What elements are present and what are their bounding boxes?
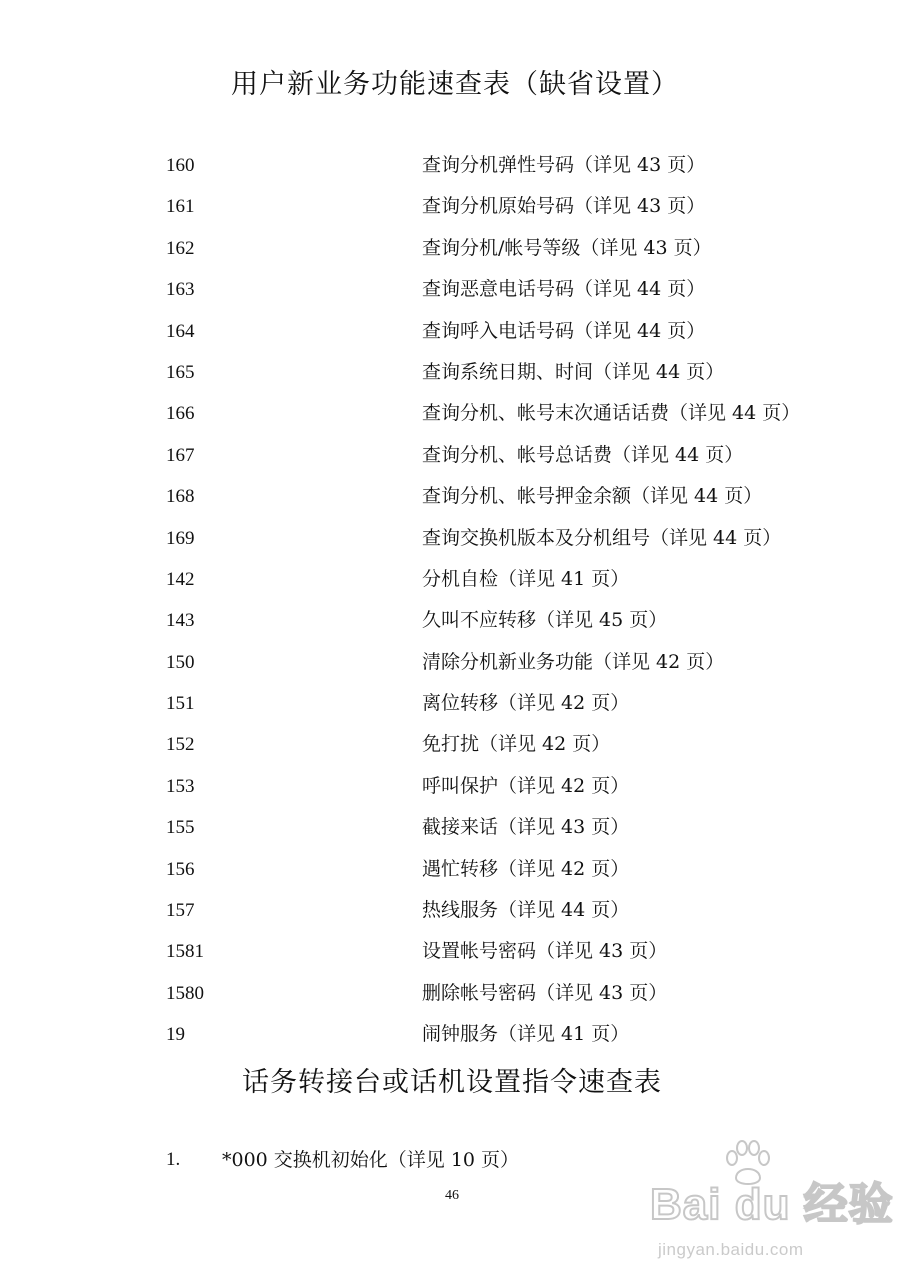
feature-code: 151 bbox=[166, 693, 195, 715]
list-item bbox=[0, 186, 904, 227]
feature-code: 163 bbox=[166, 279, 195, 301]
feature-code: 156 bbox=[166, 858, 195, 880]
list-item bbox=[0, 228, 904, 269]
feature-description: 删除帐号密码（详见 43 页） bbox=[422, 981, 668, 1004]
feature-code: 162 bbox=[166, 237, 195, 259]
feature-code: 1581 bbox=[166, 941, 204, 963]
feature-description: 查询分机/帐号等级（详见 43 页） bbox=[422, 236, 712, 259]
feature-description: 截接来话（详见 43 页） bbox=[422, 816, 630, 839]
feature-code: 169 bbox=[166, 527, 195, 549]
feature-description: 遇忙转移（详见 42 页） bbox=[422, 857, 630, 880]
page-number: 46 bbox=[445, 1188, 459, 1203]
page-title: 用户新业务功能速查表（缺省设置） bbox=[231, 69, 679, 100]
feature-description: 查询分机、帐号末次通话话费（详见 44 页） bbox=[422, 402, 801, 425]
feature-description: 呼叫保护（详见 42 页） bbox=[422, 774, 630, 797]
feature-description: 离位转移（详见 42 页） bbox=[422, 692, 630, 715]
list-item bbox=[0, 766, 904, 807]
feature-code: 1580 bbox=[166, 982, 204, 1004]
feature-code: 150 bbox=[166, 651, 195, 673]
list-item bbox=[0, 145, 904, 186]
feature-description: 查询恶意电话号码（详见 44 页） bbox=[422, 278, 706, 301]
feature-code: 166 bbox=[166, 403, 195, 425]
feature-code: 165 bbox=[166, 361, 195, 383]
feature-code: 168 bbox=[166, 486, 195, 508]
feature-code: 157 bbox=[166, 900, 195, 922]
feature-code-list bbox=[0, 145, 904, 1056]
feature-code: 153 bbox=[166, 775, 195, 797]
list-item bbox=[0, 518, 904, 559]
list-item bbox=[0, 311, 904, 352]
list-item bbox=[0, 931, 904, 972]
list-item bbox=[0, 807, 904, 848]
list-item bbox=[0, 724, 904, 765]
feature-description: 查询分机、帐号押金余额（详见 44 页） bbox=[422, 485, 763, 508]
list-item bbox=[0, 269, 904, 310]
feature-code: 164 bbox=[166, 320, 195, 342]
feature-code: 155 bbox=[166, 817, 195, 839]
list-item bbox=[0, 973, 904, 1014]
feature-code: 160 bbox=[166, 155, 195, 176]
feature-code: 142 bbox=[166, 568, 195, 590]
feature-code: 19 bbox=[166, 1024, 185, 1046]
feature-description: 分机自检（详见 41 页） bbox=[422, 567, 630, 590]
feature-description: 闹钟服务（详见 41 页） bbox=[422, 1023, 630, 1046]
list-item bbox=[0, 890, 904, 931]
feature-description: 热线服务（详见 44 页） bbox=[422, 899, 630, 922]
list-item bbox=[0, 352, 904, 393]
list-item bbox=[0, 476, 904, 517]
feature-code: 167 bbox=[166, 444, 195, 466]
feature-description: 设置帐号密码（详见 43 页） bbox=[422, 940, 668, 963]
feature-code: 143 bbox=[166, 610, 195, 632]
feature-code: 152 bbox=[166, 734, 195, 756]
feature-description: 查询分机弹性号码（详见 43 页） bbox=[422, 154, 706, 176]
list-item bbox=[0, 642, 904, 683]
feature-description: 清除分机新业务功能（详见 42 页） bbox=[422, 650, 725, 673]
baidu-jingyan-watermark bbox=[640, 1140, 894, 1270]
list-item bbox=[0, 683, 904, 724]
command-number: 1. bbox=[166, 1149, 181, 1170]
feature-description: 查询分机、帐号总话费（详见 44 页） bbox=[422, 443, 744, 466]
feature-description: 查询交换机版本及分机组号（详见 44 页） bbox=[422, 526, 782, 549]
feature-description: 查询呼入电话号码（详见 44 页） bbox=[422, 319, 706, 342]
list-item bbox=[0, 435, 904, 476]
feature-description: 查询系统日期、时间（详见 44 页） bbox=[422, 360, 725, 383]
list-item bbox=[0, 849, 904, 890]
section-title-commands: 话务转接台或话机设置指令速查表 bbox=[242, 1067, 662, 1098]
feature-description: 久叫不应转移（详见 45 页） bbox=[422, 609, 668, 632]
feature-description: 免打扰（详见 42 页） bbox=[422, 733, 611, 756]
list-item bbox=[0, 1014, 904, 1055]
watermark-brand: Bai du 经验 bbox=[650, 1180, 894, 1229]
watermark-url: jingyan.baidu.com bbox=[658, 1240, 804, 1259]
command-text: *000 交换机初始化（详见 10 页） bbox=[222, 1149, 520, 1171]
list-item bbox=[0, 393, 904, 434]
feature-code: 161 bbox=[166, 196, 195, 218]
list-item bbox=[0, 600, 904, 641]
list-item bbox=[0, 559, 904, 600]
feature-description: 查询分机原始号码（详见 43 页） bbox=[422, 195, 706, 218]
